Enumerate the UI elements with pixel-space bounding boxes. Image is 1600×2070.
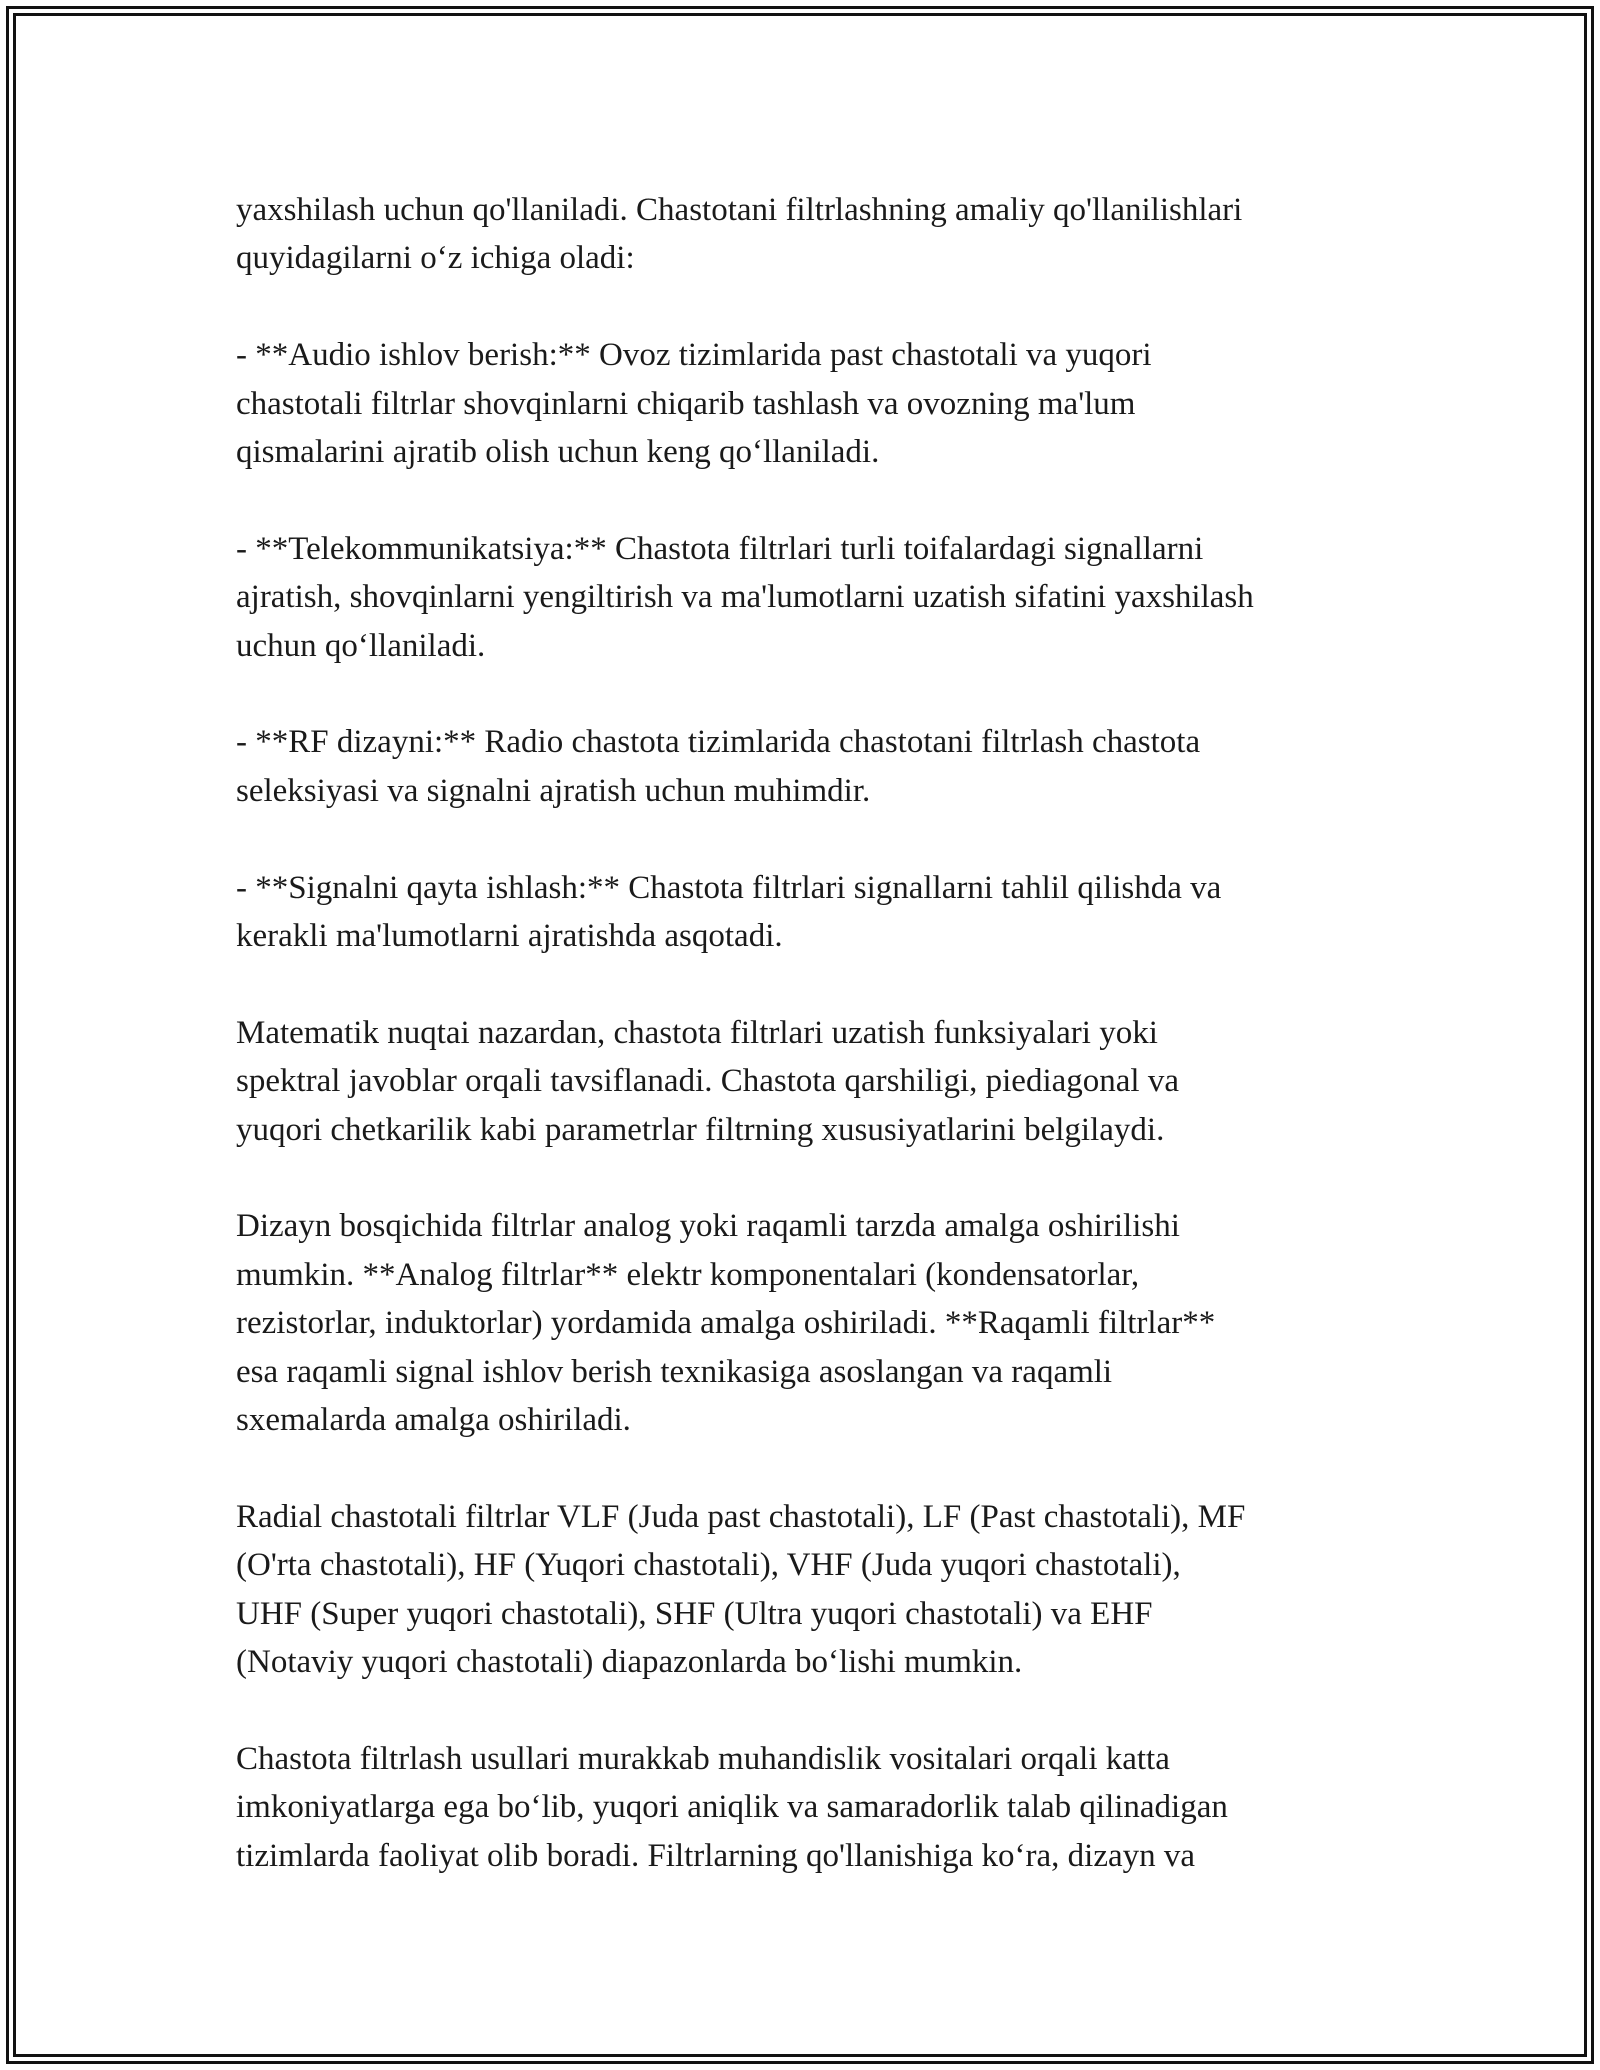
- list-item-audio: - **Audio ishlov berish:** Ovoz tizimlarida past chastotali va yuqori chastotali filtrlar shovqinlarni chiqarib tashlash va ovozning ma'lum qismalarini ajratib olish uchun keng qo‘llaniladi.: [236, 337, 1152, 471]
- paragraph-design: Dizayn bosqichida filtrlar analog yoki raqamli tarzda amalga oshirilishi mumkin. **Analog filtrlar** elektr komponentalari (kondensatorlar, rezistorlar, induktorlar) yordamida amalga oshiriladi. **Raqamli filtrlar** esa raqamli signal ishlov berish texnikasiga asoslangan va raqamli sxemalarda amalga oshiriladi.: [236, 1208, 1216, 1439]
- paragraph-radial: Radial chastotali filtrlar VLF (Juda past chastotali), LF (Past chastotali), MF (O'rta chastotali), HF (Yuqori chastotali), VHF (Juda yuqori chastotali), UHF (Super yuqori chastotali), SHF (Ultra yuqori chastotali) va EHF (Notaviy yuqori chastotali) diapazonlarda bo‘lishi mumkin.: [236, 1498, 1246, 1681]
- document-body: [236, 186, 1396, 1880]
- list-item-signal-processing: - **Signalni qayta ishlash:** Chastota filtrlari signallarni tahlil qilishda va kerakli ma'lumotlarni ajratishda asqotadi.: [236, 869, 1222, 955]
- list-item-telecom: - **Telekommunikatsiya:** Chastota filtrlari turli toifalardagi signallarni ajratish, shovqinlarni yengiltirish va ma'lumotlarni uzatish sifatini yaxshilash uchun qo‘llaniladi.: [236, 530, 1254, 664]
- list-item-rf-design: - **RF dizayni:** Radio chastota tizimlarida chastotani filtrlash chastota seleksiyasi va signalni ajratish uchun muhimdir.: [236, 724, 1201, 809]
- paragraph-intro: yaxshilash uchun qo'llaniladi. Chastotani filtrlashning amaliy qo'llanilishlari quyidagilarni o‘z ichiga oladi:: [236, 192, 1243, 277]
- paragraph-methods: Chastota filtrlash usullari murakkab muhandislik vositalari orqali katta imkoniyatlarga ega bo‘lib, yuqori aniqlik va samaradorlik talab qilinadigan tizimlarda faoliyat olib boradi. Filtrlarning qo'llanishiga ko‘ra, dizayn va: [236, 1740, 1228, 1874]
- paragraph-math: Matematik nuqtai nazardan, chastota filtrlari uzatish funksiyalari yoki spektral javoblar orqali tavsiflanadi. Chastota qarshiligi, piediagonal va yuqori chetkarilik kabi parametrlar filtrning xususiyatlarini belgilaydi.: [236, 1014, 1179, 1148]
